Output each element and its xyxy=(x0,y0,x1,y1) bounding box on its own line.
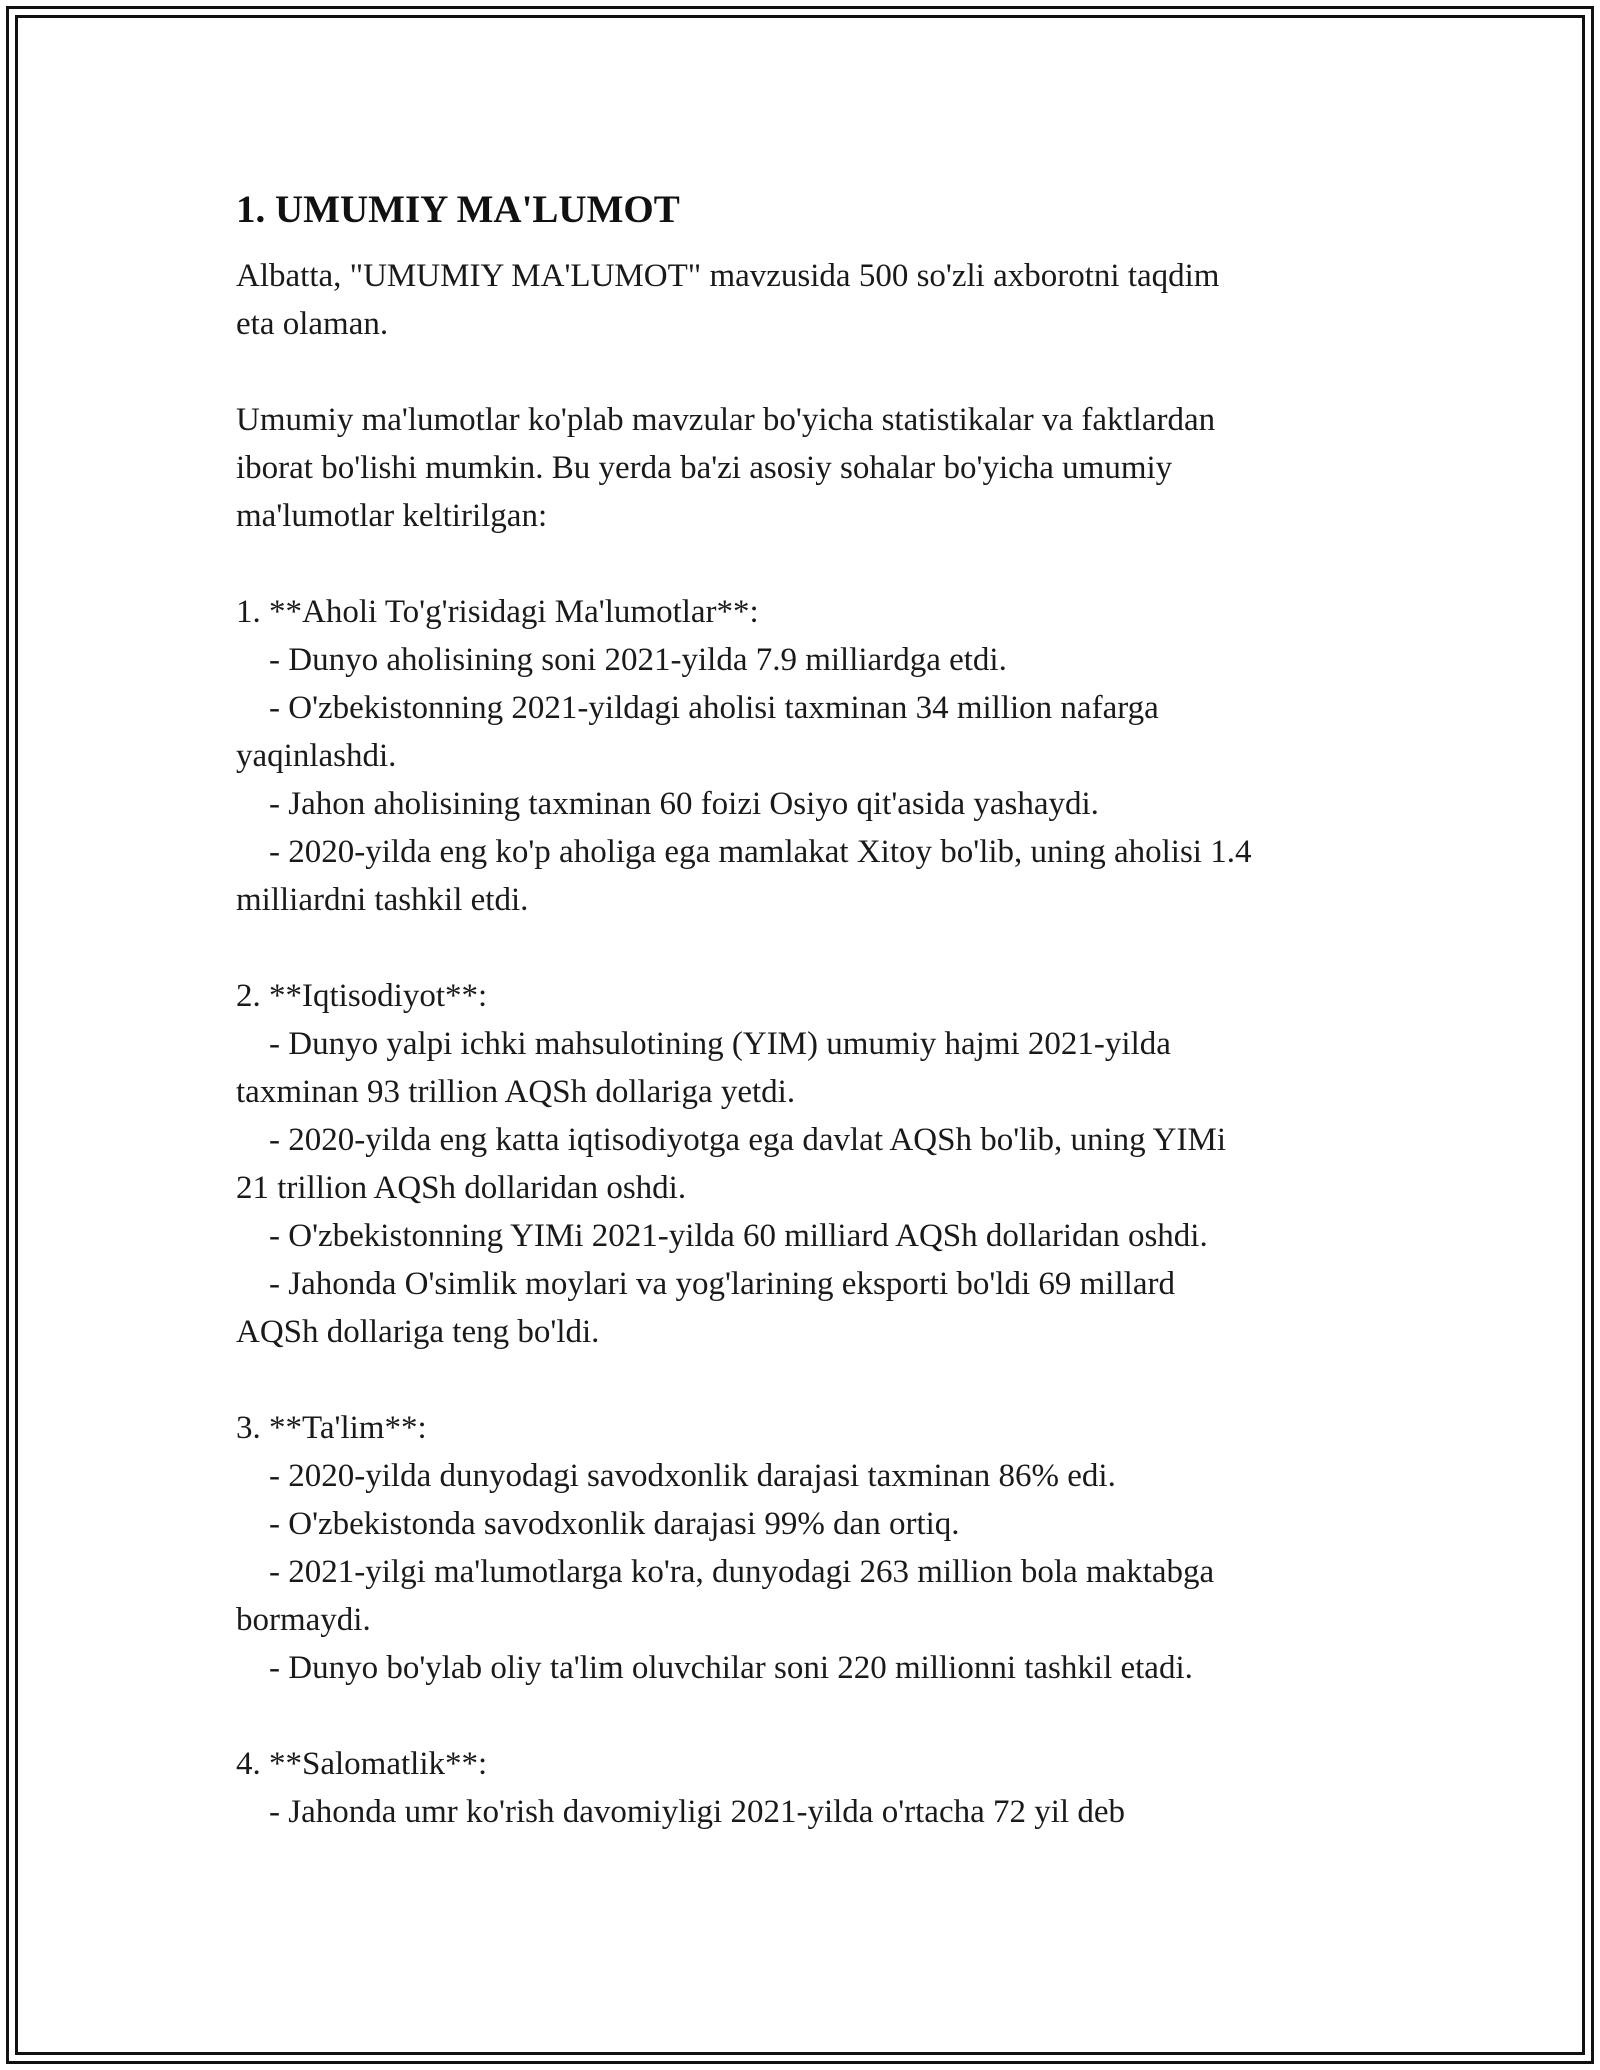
section-education: 3. **Ta'lim**: - 2020-yilda dunyodagi savodxonlik darajasi taxminan 86% edi. - O'zbekistonda savodxonlik darajasi 99% dan ortiq. - 2021-yilgi ma'lumotlarga ko'ra, dunyodagi 263 million bola maktabga bormaydi. - Dunyo bo'ylab oliy ta'lim oluvchilar soni 220 millionni tashkil etadi. xyxy=(236,1410,1215,1686)
section-population: 1. **Aholi To'g'risidagi Ma'lumotlar**: - Dunyo aholisining soni 2021-yilda 7.9 milliardga etdi. - O'zbekistonning 2021-yildagi aholisi taxminan 34 million nafarga yaqinlashdi. - Jahon aholisining taxminan 60 foizi Osiyo qit'asida yashaydi. - 2020-yilda eng ko'p aholiga ega mamlakat Xitoy bo'lib, uning aholisi 1.4 milliardni tashkil etdi. xyxy=(236,594,1252,918)
section-health: 4. **Salomatlik**: - Jahonda umr ko'rish davomiyligi 2021-yilda o'rtacha 72 yil deb xyxy=(236,1746,1125,1830)
overview-paragraph: Umumiy ma'lumotlar ko'plab mavzular bo'yicha statistikalar va faktlardan iborat bo'lishi mumkin. Bu yerda ba'zi asosiy sohalar bo'yicha umumiy ma'lumotlar keltirilgan: xyxy=(236,402,1216,534)
document-body xyxy=(236,180,1396,1836)
paragraph-gap xyxy=(236,924,1396,972)
paragraph-gap xyxy=(236,1692,1396,1740)
section-economy: 2. **Iqtisodiyot**: - Dunyo yalpi ichki mahsulotining (YIM) umumiy hajmi 2021-yilda taxminan 93 trillion AQSh dollariga yetdi. - 2020-yilda eng katta iqtisodiyotga ega davlat AQSh bo'lib, uning YIMi 21 trillion AQSh dollaridan oshdi. - O'zbekistonning YIMi 2021-yilda 60 milliard AQSh dollaridan oshdi. - Jahonda O'simlik moylari va yog'larining eksporti bo'ldi 69 millard AQSh dollariga teng bo'ldi. xyxy=(236,978,1226,1350)
paragraph-gap xyxy=(236,1356,1396,1404)
intro-paragraph: Albatta, "UMUMIY MA'LUMOT" mavzusida 500 so'zli axborotni taqdim eta olaman. xyxy=(236,258,1220,342)
paragraph-gap xyxy=(236,348,1396,396)
document-title: 1. UMUMIY MA'LUMOT xyxy=(236,188,680,231)
paragraph-gap xyxy=(236,540,1396,588)
